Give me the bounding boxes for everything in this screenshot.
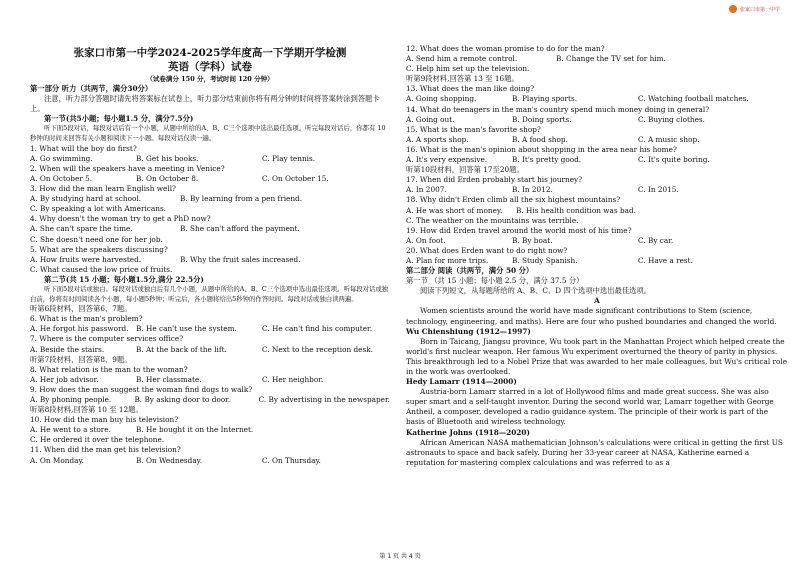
option: C. Play tennis. — [262, 153, 316, 163]
scientist-name-3: Katherine Johns (1918—2020) — [406, 427, 530, 437]
question-text: 8. What relation is the man to the woman? — [30, 364, 188, 374]
option: C. What caused the low price of fruits. — [30, 264, 173, 274]
listen-instruction-9: 听第9段材料,回答第 13 至 16题。 — [406, 74, 519, 84]
part1-intro: 注意，听力部分答题时请先将答案标在试卷上，听力部分结束前你将有两分钟的时间将答案转涂到答题卡上。 — [30, 94, 380, 114]
question-text: 2. When will the speakers have a meeting in Venice? — [30, 163, 225, 173]
exam-title: 张家口市第一中学2024-2025学年度高一下学期开学检测 — [73, 47, 347, 59]
option: B. Playing sports. — [512, 94, 578, 104]
part1-heading: 第一部分 听力（共两节，满分30分） — [30, 84, 153, 94]
question-options — [30, 224, 390, 234]
exam-subtitle: 英语（学科）试卷 — [168, 61, 252, 73]
question-options — [406, 54, 788, 64]
option: B. Get his books. — [136, 153, 199, 163]
option: C. In 2015. — [638, 185, 679, 195]
question-10-options — [30, 425, 390, 435]
option: A. On Monday. — [30, 455, 84, 465]
questions-1-5 — [30, 144, 390, 275]
option: C. Watching football matches. — [638, 94, 749, 104]
option: C. On October 15. — [262, 173, 329, 183]
scientist-name-2: Hedy Lamarr (1914—2000) — [406, 377, 517, 387]
scientist-text-3: African American NASA mathematician Johnson's calculations were critical in getting the first US astronauts to space and back safely. During her 33-year career at NASA, Katherine earned a reputation for mastering complex calculations and was referred to as a — [406, 437, 783, 467]
option: B. Her classmate. — [136, 374, 202, 384]
option: B. His health condition was bad. — [516, 205, 636, 215]
option: B. By asking door to door. — [134, 395, 231, 404]
option: A. Her job advisor. — [30, 374, 99, 384]
option: A. He forgot his password. — [30, 324, 129, 334]
option: B. Why the fruit sales increased. — [180, 254, 301, 264]
question-text: 5. What are the speakers discussing? — [30, 244, 168, 254]
exam-note: （试卷满分 150 分，考试时间 120 分钟） — [146, 75, 274, 83]
part2-instructions: 阅读下列短文，从每题所给的 A、B、C、D 四个选项中选出最佳选项。 — [420, 286, 652, 296]
question-text: 14. What do teenagers in the man's country spend much money doing in general? — [406, 104, 710, 114]
option: B. On Wednesday. — [136, 455, 203, 465]
option: C. He can't find his computer. — [262, 324, 373, 334]
part2-section1: 第一节 （共 15 小题；每小题 2.5 分，满分 37.5 分） — [406, 276, 584, 286]
scientist-text-2: Austria-born Lamarr starred in a lot of Hollywood films and made great success. She was also super smart and a self-taught inventor. During the second world war, Lamarr together with George Antheil, a composer, developed a radio guidance system. The principle of their work is part of the basis of Bluetooth and wireless technology. — [406, 387, 774, 427]
question-text: 15. What is the man's favorite shop? — [406, 124, 541, 134]
option: C. Buying clothes. — [638, 114, 705, 124]
question-text: 13. What does the man like doing? — [406, 84, 535, 94]
option: C. She doesn't need one for her job. — [30, 234, 163, 244]
option: C. Her neighbor. — [262, 374, 324, 384]
question-19-block — [406, 226, 788, 246]
option: B. Change the TV set for him. — [556, 54, 666, 64]
option: B. By boat. — [512, 235, 553, 245]
question-12-block — [406, 44, 788, 74]
logo-emblem-icon — [729, 5, 737, 13]
question-options — [406, 256, 788, 266]
listen-instruction-8: 听第8段材料,回答第 10 至 12题。 — [30, 405, 143, 415]
option: B. He bought it on the Internet. — [136, 425, 254, 435]
option: B. A food shop. — [512, 134, 568, 144]
listen-instruction-7: 听第7段材料，回答第8、9题。 — [30, 354, 132, 364]
option: A. He was short of money. — [406, 205, 503, 215]
question-text: 17. When did Erden probably start his journey? — [406, 175, 583, 185]
option: A. It's very expensive. — [406, 155, 488, 165]
sec2-instructions: 听下面5段对话或独白。每段对话或独白后有几个小题，从题中所给的A、B、C三个选项中选出最佳选项。听每段对话或独白前，你将有时间阅读各个小题，每小题5秒钟；听完后，各小题将给出5秒钟的作答时间。每段对话或独白读两遍。 — [30, 284, 389, 303]
question-options — [30, 154, 390, 164]
option: A. Going out. — [406, 114, 455, 124]
question-text: 9. How does the man suggest the woman find dogs to walk? — [30, 384, 253, 394]
option: C. Help him set up the television. — [406, 64, 530, 74]
questions-8-9 — [30, 365, 390, 405]
option: A. On foot. — [406, 235, 446, 245]
option: B. Study Spanish. — [512, 255, 578, 265]
scientist-name-1: Wu Chienshiung (1912—1997) — [406, 326, 531, 336]
option: C. By car. — [638, 235, 674, 245]
question-text: 20. What does Erden want to do right now? — [406, 245, 568, 255]
option: A. Beside the stairs. — [30, 344, 105, 354]
question-options — [406, 94, 788, 104]
question-10: 10. How did the man buy his television? — [30, 415, 179, 425]
question-options — [406, 236, 788, 246]
question-text: 19. How did Erden travel around the world most of his time? — [406, 225, 632, 235]
question-text: 6. What is the man's problem? — [30, 314, 143, 324]
question-options — [30, 255, 390, 265]
question-18: 18. Why didn't Erden climb all the six highest mountains? — [406, 195, 621, 205]
left-column — [30, 0, 390, 466]
listen-instruction-6: 听第6段材料，回答第6、7题。 — [30, 304, 132, 314]
option: C. By advertising in the newspaper. — [258, 395, 390, 404]
option: A. In 2007. — [406, 185, 447, 195]
option: C. On Thursday. — [262, 455, 321, 465]
question-options — [30, 456, 390, 466]
option: C. The weather on the mountains was terrible. — [406, 215, 579, 225]
question-options — [406, 155, 788, 165]
question-text: 1. What will the boy do first? — [30, 143, 137, 153]
question-text: 7. Where is the computer services office? — [30, 334, 184, 344]
sec1-instructions: 听下面5段对话，每段对话后有一个小题，从题中所给的A、B、C三个选项中选出最佳选项。听完每段对话后，你都有 10秒钟的时间来回答有关小题和阅读下一小题。每段对话仅读一遍。 — [30, 124, 386, 143]
question-options — [406, 135, 788, 145]
question-options — [30, 395, 390, 405]
option: B. She can't afford the payment. — [180, 224, 300, 234]
right-column — [406, 44, 788, 468]
option: C. A music shop. — [638, 134, 700, 144]
option: C. Next to the reception desk. — [262, 344, 373, 354]
option: C. He ordered it over the telephone. — [30, 435, 165, 445]
option: A. By phoning people. — [30, 395, 112, 404]
option: C. It's quite boring. — [638, 155, 710, 165]
question-text: 16. What is the man's opinion about shopping in the area near his home? — [406, 144, 677, 154]
option: C. By speaking a lot with Americans. — [30, 204, 167, 214]
question-text: 11. When did the man get his television? — [30, 445, 181, 455]
questions-13-16 — [406, 84, 788, 165]
option: A. Go swimming. — [30, 153, 93, 163]
sec1-heading: 第一节(共5小题；每小题1.5 分，满分7.5分) — [44, 114, 194, 124]
option: A. By studying hard at school. — [30, 194, 142, 204]
option: A. On October 5. — [30, 173, 93, 183]
option: B. It's pretty good. — [512, 155, 582, 165]
page-footer: 第 1 页 共 4 页 — [379, 553, 421, 560]
question-text: 12. What does the woman promise to do for the man? — [406, 44, 605, 53]
option: B. Doing sports. — [512, 114, 572, 124]
option: A. How fruits were harvested. — [30, 254, 142, 264]
option: B. In 2012. — [512, 185, 553, 195]
question-options — [406, 185, 788, 195]
sec2-heading: 第二节(共 15 小题；每小题1.5分,满分 22.5分) — [44, 274, 204, 284]
logo-text: 张家口市第一中学 — [739, 6, 780, 13]
listen-instruction-10: 听第10段材料，回答第 17至20题。 — [406, 165, 524, 175]
passage-letter: A — [594, 296, 600, 306]
question-options — [30, 345, 390, 355]
question-text: 3. How did the man learn English well? — [30, 184, 176, 194]
question-options — [30, 375, 390, 385]
question-options — [30, 174, 390, 184]
option: B. He can't use the system. — [136, 324, 237, 334]
option: B. At the back of the lift. — [136, 344, 227, 354]
option: A. He went to a store. — [30, 425, 111, 435]
option: A. Plan for more trips. — [406, 255, 489, 265]
option: A. Going shopping. — [406, 94, 477, 104]
option: C. Have a rest. — [638, 255, 693, 265]
questions-6-7 — [30, 314, 390, 354]
question-options — [30, 194, 390, 204]
part2-heading: 第二部分 阅读（共两节，满分 50 分） — [406, 266, 534, 276]
passage-intro: Women scientists around the world have made significant contributions to Stem (science, technology, engineering, and maths). Here are four who pushed boundaries and changed the world. — [406, 306, 777, 326]
option: B. On October 8. — [136, 173, 199, 183]
question-18-options — [406, 206, 788, 216]
option: A. She can't spare the time. — [30, 224, 133, 234]
school-logo — [729, 5, 780, 13]
question-20-block — [406, 246, 788, 266]
scientist-text-1: Born in Taicang, Jiangsu province, Wu took part in the Manhattan Project which helped create the world's first nuclear weapon. Her famous Wu experiment overturned the theory of parity in physics. This breakthrough led to a Nobel Prize that was awarded to her male colleagues, but Wu's critical role in the work was overlooked. — [406, 336, 788, 376]
option: A. A sports shop. — [406, 134, 469, 144]
question-17-block — [406, 175, 788, 195]
option: B. By learning from a pen friend. — [180, 194, 303, 204]
question-options — [30, 324, 390, 334]
option: A. Send him a remote control. — [406, 54, 518, 64]
question-text: 4. Why doesn't the woman try to get a PhD now? — [30, 214, 211, 224]
question-options — [406, 115, 788, 125]
question-11-block — [30, 445, 390, 465]
